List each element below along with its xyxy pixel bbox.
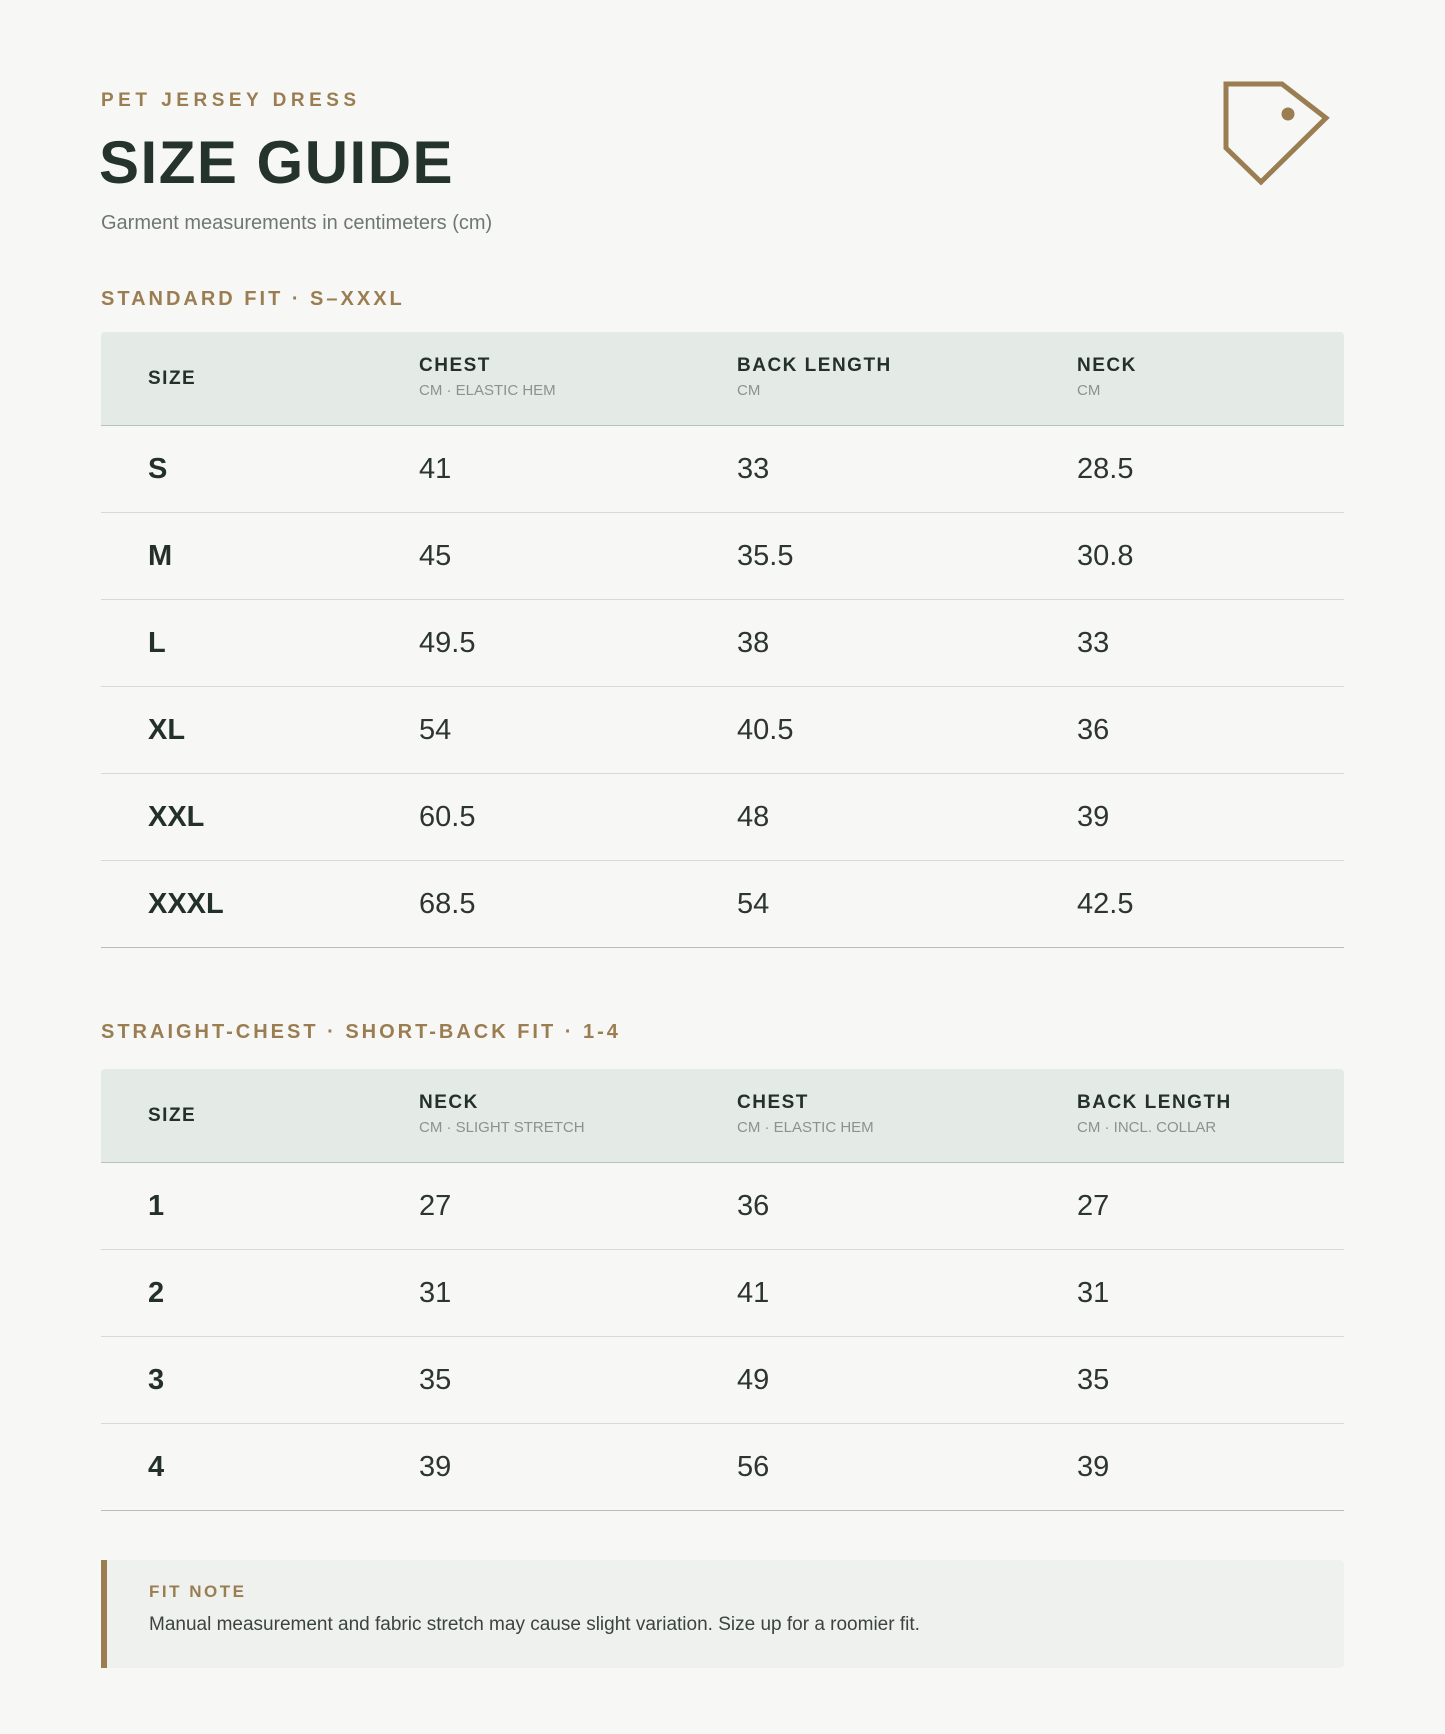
price-tag-icon	[1220, 78, 1332, 190]
standard-fit-title: STANDARD FIT · S–XXXL	[101, 288, 405, 310]
chest-cell: 49.5	[419, 627, 476, 659]
column-header-back-length: BACK LENGTH CM · INCL. COLLAR	[1077, 1092, 1232, 1136]
chest-cell: 54	[419, 714, 452, 746]
short-back-fit-table	[101, 1069, 1344, 1511]
neck-cell: 28.5	[1077, 453, 1134, 485]
back-length-cell: 54	[737, 888, 770, 920]
page-subtitle: Garment measurements in centimeters (cm)	[101, 212, 493, 234]
back-length-cell: 38	[737, 627, 770, 659]
product-name: PET JERSEY DRESS	[101, 90, 361, 111]
table-row	[101, 774, 1344, 861]
column-header-neck: NECK CM	[1077, 355, 1137, 399]
chest-cell: 56	[737, 1451, 770, 1483]
table-row	[101, 1337, 1344, 1424]
table-row	[101, 861, 1344, 948]
column-header-back-length: BACK LENGTH CM	[737, 355, 892, 399]
standard-fit-table	[101, 332, 1344, 948]
chest-cell: 41	[737, 1277, 770, 1309]
table-row	[101, 1250, 1344, 1337]
table-header	[101, 1069, 1344, 1163]
back-length-cell: 40.5	[737, 714, 794, 746]
table-row	[101, 687, 1344, 774]
neck-cell: 33	[1077, 627, 1110, 659]
table-row	[101, 1424, 1344, 1511]
chest-cell: 36	[737, 1190, 770, 1222]
neck-cell: 30.8	[1077, 540, 1134, 572]
fit-note-title: FIT NOTE	[149, 1582, 247, 1601]
neck-cell: 35	[419, 1364, 452, 1396]
chest-cell: 41	[419, 453, 452, 485]
back-length-cell: 27	[1077, 1190, 1110, 1222]
table-row	[101, 426, 1344, 513]
chest-cell: 45	[419, 540, 452, 572]
back-length-cell: 33	[737, 453, 770, 485]
back-length-cell: 31	[1077, 1277, 1110, 1309]
size-cell: S	[148, 453, 168, 485]
neck-cell: 31	[419, 1277, 452, 1309]
table-header	[101, 332, 1344, 426]
table-row	[101, 513, 1344, 600]
table-row	[101, 1163, 1344, 1250]
size-cell: 1	[148, 1190, 165, 1222]
size-cell: XL	[148, 714, 186, 746]
chest-cell: 60.5	[419, 801, 476, 833]
page-title: SIZE GUIDE	[99, 129, 455, 196]
back-length-cell: 35.5	[737, 540, 794, 572]
back-length-cell: 48	[737, 801, 770, 833]
neck-cell: 27	[419, 1190, 452, 1222]
fit-note-text: Manual measurement and fabric stretch may cause slight variation. Size up for a roomier fit.	[149, 1614, 920, 1635]
column-header-size: SIZE	[148, 368, 197, 389]
neck-cell: 36	[1077, 714, 1110, 746]
back-length-cell: 39	[1077, 1451, 1110, 1483]
size-cell: XXL	[148, 801, 205, 833]
short-back-fit-title: STRAIGHT-CHEST · SHORT-BACK FIT · 1-4	[101, 1021, 621, 1043]
column-header-size: SIZE	[148, 1105, 197, 1126]
size-cell: 2	[148, 1277, 165, 1309]
size-cell: 3	[148, 1364, 165, 1396]
fit-note	[101, 1560, 1344, 1668]
column-header-chest: CHEST CM · ELASTIC HEM	[737, 1092, 874, 1136]
size-cell: XXXL	[148, 888, 224, 920]
back-length-cell: 35	[1077, 1364, 1110, 1396]
neck-cell: 39	[419, 1451, 452, 1483]
table-row	[101, 600, 1344, 687]
size-cell: L	[148, 627, 166, 659]
column-header-neck: NECK CM · SLIGHT STRETCH	[419, 1092, 585, 1136]
table-body	[101, 426, 1344, 948]
size-cell: M	[148, 540, 173, 572]
neck-cell: 39	[1077, 801, 1110, 833]
chest-cell: 49	[737, 1364, 770, 1396]
neck-cell: 42.5	[1077, 888, 1134, 920]
table-body	[101, 1163, 1344, 1511]
size-cell: 4	[148, 1451, 165, 1483]
column-header-chest: CHEST CM · ELASTIC HEM	[419, 355, 556, 399]
chest-cell: 68.5	[419, 888, 476, 920]
